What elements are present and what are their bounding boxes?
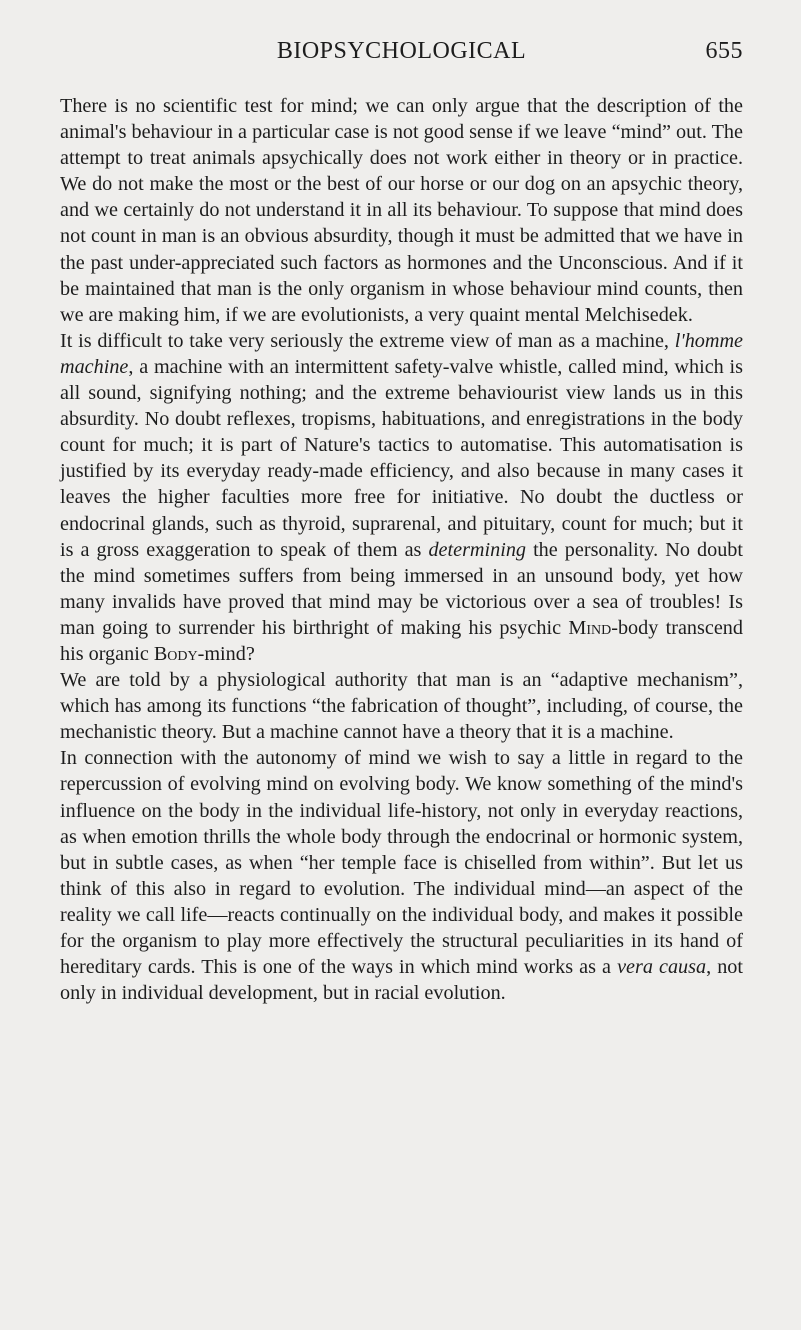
italic-run: determining <box>428 538 527 561</box>
body-text <box>60 93 743 1006</box>
book-page <box>60 0 743 1330</box>
text-run: -mind? <box>197 642 255 665</box>
text-run: -body transcend his organic <box>60 616 743 665</box>
smallcaps-run: Body <box>153 642 198 665</box>
text-run: , not only in individual development, but in racial evolution. <box>60 956 743 1005</box>
paragraph <box>60 328 743 667</box>
text-run: the personality. No doubt the mind sometimes suffers from being immersed in an unsound body, yet how many invalids have proved that mind may be victorious over a sea of troubles! Is man going to surrender his birthright of making his psychic <box>60 538 743 639</box>
smallcaps-run: Mind <box>568 616 612 639</box>
paragraph <box>60 667 743 745</box>
italic-run: l'homme machine <box>60 329 743 378</box>
italic-run: vera causa <box>617 956 707 979</box>
text-run: There is no scientific test for mind; we can only argue that the description of the animal's behaviour in a particular case is not good sense if we leave “mind” out. The attempt to treat animals apsychically does not work either in theory or in practice. We do not make the most or the best of our horse or our dog on an apsychic theory, and we certainly do not understand it in all its behaviour. To suppose that mind does not count in man is an obvious absurdity, though it must be admitted that we have in the past under-appreciated such factors as hormones and the Unconscious. And if it be maintained that man is the only organism in whose behaviour mind counts, then we are making him, if we are evolutionists, a very quaint mental Melchisedek. <box>60 95 743 326</box>
page-number: 655 <box>705 38 743 64</box>
text-run: In connection with the autonomy of mind we wish to say a little in regard to the repercussion of evolving mind on evolving body. We know something of the mind's influence on the body in the individual life-history, not only in everyday reactions, as when emotion thrills the whole body through the endocrinal or hormonic system, but in subtle cases, as when “her temple face is chiselled from within”. But let us think of this also in regard to evolution. The individual mind—an aspect of the reality we call life—reacts continually on the individual body, and makes it possible for the organism to play more effectively the structural peculiarities in its hand of hereditary cards. This is one of the ways in which mind works as a <box>60 747 743 979</box>
text-run: , a machine with an intermittent safety-valve whistle, called mind, which is all sound, signifying nothing; and the extreme behaviourist view lands us in this absurdity. No doubt reflexes, tropisms, habituations, and enregistrations in the body count for much; it is part of Nature's tactics to automatise. This automatisation is justified by its everyday ready-made efficiency, and also because in many cases it leaves the higher faculties more free for initiative. No doubt the ductless or endocrinal glands, such as thyroid, suprarenal, and pituitary, count for much; but it is a gross exaggeration to speak of them as <box>60 355 743 561</box>
page-header <box>60 38 743 78</box>
running-head: BIOPSYCHOLOGICAL <box>276 38 527 64</box>
text-run: It is difficult to take very seriously the extreme view of man as a machine, <box>60 329 675 352</box>
paragraph <box>60 93 743 328</box>
paragraph <box>60 745 743 1006</box>
text-run: We are told by a physiological authority that man is an “adaptive mechanism”, which has among its functions “the fabrication of thought”, including, of course, the mechanistic theory. But a machine cannot have a theory that it is a machine. <box>60 669 743 744</box>
